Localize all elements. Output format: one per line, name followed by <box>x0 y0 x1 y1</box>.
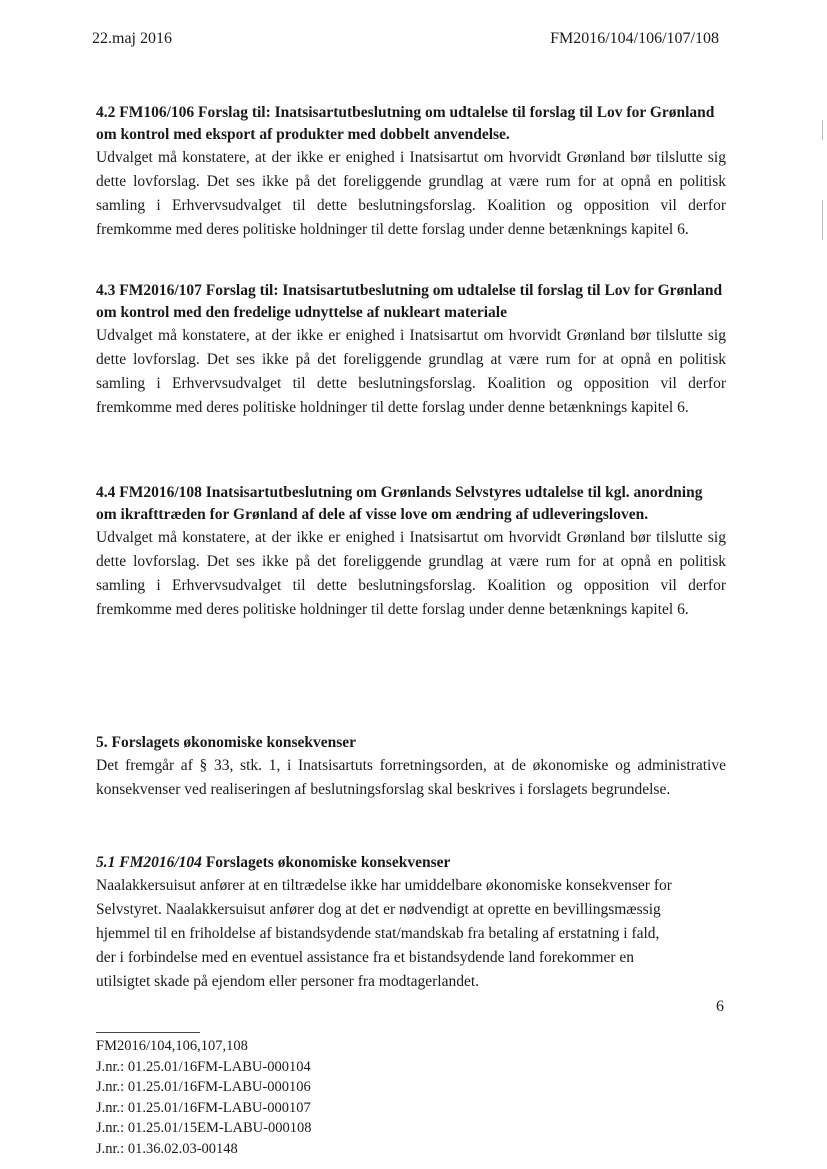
section-body: Udvalget må konstatere, at der ikke er enighed i Inatsisartut om hvorvidt Grønland bør tilslutte sig dette lovforslag. Det ses ikke på det foreliggende grundlag at være rum for at opnå en politisk samling i Erhvervsudvalget til dette beslutningsforslag. Koalition og opposition vil derfor fremkomme med deres politiske holdninger til dette forslag under denne betænknings kapitel 6. <box>96 327 726 416</box>
header-date: 22.maj 2016 <box>92 30 172 47</box>
footer-line: J.nr.: 01.25.01/15EM-LABU-000108 <box>96 1120 312 1137</box>
body-line: utilsigtet skade på ejendom eller personer fra modtagerlandet. <box>96 973 480 990</box>
footer-line: J.nr.: 01.25.01/16FM-LABU-000104 <box>96 1058 311 1075</box>
section-body: Udvalget må konstatere, at der ikke er enighed i Inatsisartut om hvorvidt Grønland bør tilslutte sig dette lovforslag. Det ses ikke på det foreliggende grundlag at være rum for at opnå en politisk samling i Erhvervsudvalget til dette beslutningsforslag. Koalition og opposition vil derfor fremkomme med deres politiske holdninger til dette forslag under denne betænknings kapitel 6. <box>96 529 726 618</box>
footer-line: J.nr.: 01.25.01/16FM-LABU-000107 <box>96 1099 311 1116</box>
section-body: Udvalget må konstatere, at der ikke er enighed i Inatsisartut om hvorvidt Grønland bør tilslutte sig dette lovforslag. Det ses ikke på det foreliggende grundlag at være rum for at opnå en politisk samling i Erhvervsudvalget til dette beslutningsforslag. Koalition og opposition vil derfor fremkomme med deres politiske holdninger til dette forslag under denne betænknings kapitel 6. <box>96 149 726 238</box>
body-line: Naalakkersuisut anfører at en tiltrædelse ikke har umiddelbare økonomiske konsekvenser for <box>96 877 672 894</box>
section-heading-italic: 5.1 FM2016/104 <box>96 854 202 871</box>
section-body: Det fremgår af § 33, stk. 1, i Inatsisartuts forretningsorden, at de økonomiske og administrative konsekvenser ved realiseringen af beslutningsforslag skal beskrives i forslagets begrundelse. <box>96 757 726 798</box>
section-5 <box>96 732 726 802</box>
section-4-3 <box>96 280 726 420</box>
section-4-2 <box>96 102 726 242</box>
section-4-4 <box>96 482 726 622</box>
section-5-1 <box>96 852 736 994</box>
footer-line: J.nr.: 01.25.01/16FM-LABU-000106 <box>96 1079 311 1096</box>
body-line: der i forbindelse med en eventuel assistance fra et bistandsydende land forekommer en <box>96 949 634 966</box>
section-heading-rest: Forslagets økonomiske konsekvenser <box>201 854 451 871</box>
footer-line: J.nr.: 01.36.02.03-00148 <box>96 1140 238 1157</box>
scan-margin-mark <box>822 200 823 240</box>
footnote-divider <box>96 1032 200 1033</box>
section-heading: 4.2 FM106/106 Forslag til: Inatsisartutbeslutning om udtalelse til forslag til Lov for Grønland om kontrol med eksport af produkter med dobbelt anvendelse. <box>96 104 715 143</box>
section-body <box>96 874 736 994</box>
section-heading: 5. Forslagets økonomiske konsekvenser <box>96 734 357 751</box>
section-heading: 4.3 FM2016/107 Forslag til: Inatsisartutbeslutning om udtalelse til forslag til Lov for Grønland om kontrol med den fredelige udnyttelse af nukleart materiale <box>96 282 723 321</box>
body-line: Selvstyret. Naalakkersuisut anfører dog at det er nødvendigt at oprette en bevillingsmæssig <box>96 901 661 918</box>
header-reference: FM2016/104/106/107/108 <box>550 30 719 47</box>
body-line: hjemmel til en friholdelse af bistandsydende stat/mandskab fra betaling af erstatning i fald, <box>96 925 660 942</box>
section-heading: 4.4 FM2016/108 Inatsisartutbeslutning om Grønlands Selvstyres udtalelse til kgl. anordning om ikrafttræden for Grønland af dele af visse love om ændring af udleveringsloven. <box>96 484 703 523</box>
section-heading <box>96 852 736 874</box>
footer-references <box>96 1036 311 1160</box>
scan-margin-mark <box>822 120 823 140</box>
footer-line: FM2016/104,106,107,108 <box>96 1038 248 1054</box>
page-number: 6 <box>716 998 724 1015</box>
